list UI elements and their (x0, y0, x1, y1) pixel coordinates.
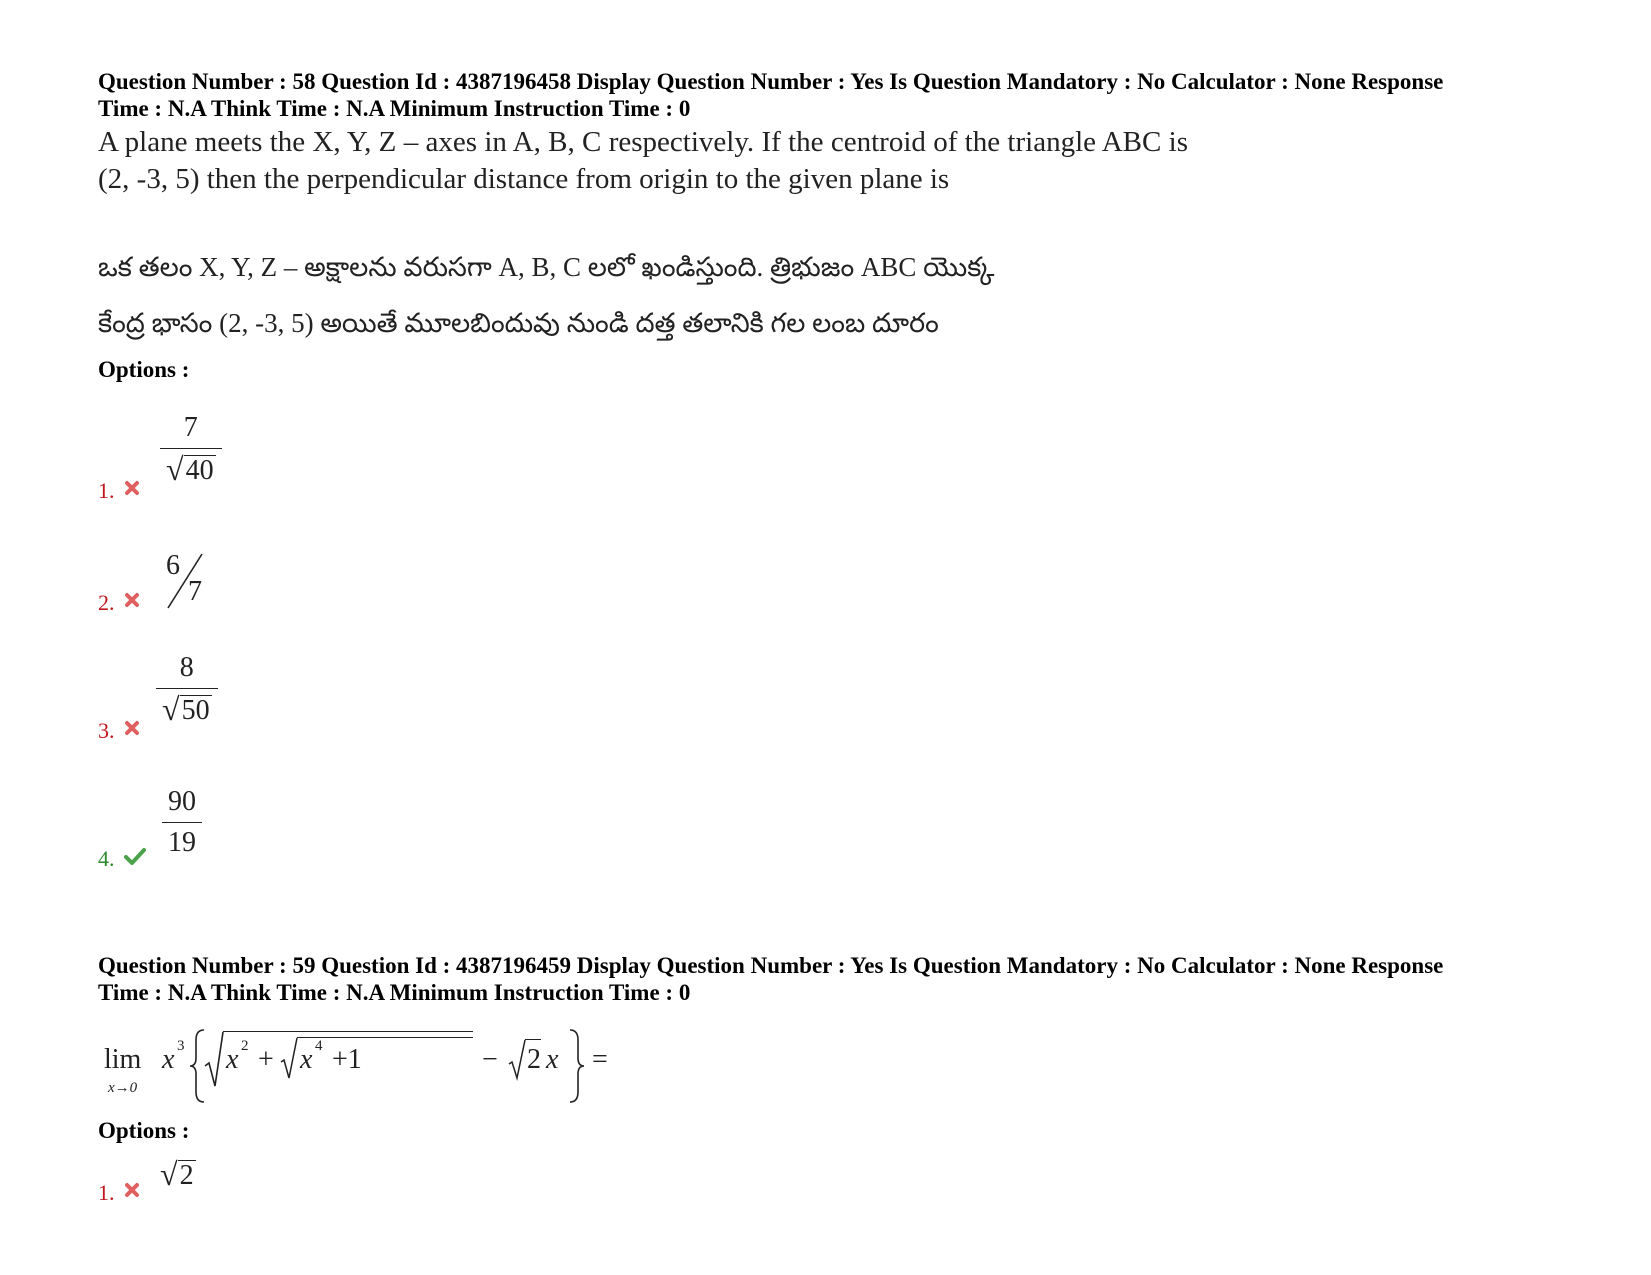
inner2-x: x (300, 1044, 313, 1075)
options-label: Options : (98, 1118, 190, 1143)
option-1-number: 1. (98, 478, 115, 503)
question-58-text-telugu-line-1: ఒక తలం X, Y, Z – అక్షాలను వరుసగా A, B, C లలో ఖండిస్తుంది. త్రిభుజం ABC యొక్క (98, 252, 995, 282)
cross-icon (124, 1182, 140, 1198)
trailing-x: x (546, 1044, 559, 1075)
plus-sign: + (258, 1044, 274, 1075)
sqrt-two-radical (508, 1038, 526, 1082)
inner2-exponent: 4 (315, 1038, 323, 1054)
options-label: Options : (98, 357, 190, 382)
x-base: x (162, 1044, 175, 1075)
inner-x-exponent: 2 (241, 1038, 249, 1054)
outer-radical (204, 1030, 224, 1090)
minus-sign: − (482, 1044, 498, 1075)
cross-icon (124, 592, 140, 608)
option-1-value: 7 √ 40 (160, 412, 222, 488)
lim-subscript: x→0 (108, 1080, 138, 1096)
equals-sign: = (592, 1044, 608, 1075)
meta-line-2: Time : N.A Think Time : N.A Minimum Instruction Time : 0 (98, 96, 691, 121)
meta-line-2: Time : N.A Think Time : N.A Minimum Instruction Time : 0 (98, 980, 691, 1005)
question-58-meta (98, 68, 1618, 122)
inner-radical (280, 1036, 298, 1082)
right-brace (566, 1028, 586, 1104)
check-icon (124, 848, 146, 866)
meta-line-1: Question Number : 59 Question Id : 4387196459 Display Question Number : Yes Is Question Mandatory : No Calculator : None Response (98, 953, 1444, 978)
option-1-number: 1. (98, 1180, 115, 1205)
question-59-meta (98, 952, 1618, 1006)
option-4-number: 4. (98, 846, 115, 871)
numerator: 6 (166, 550, 180, 581)
denominator: 7 (188, 576, 202, 607)
cross-icon (124, 720, 140, 736)
option-2-number: 2. (98, 590, 115, 615)
radicand: 40 (185, 454, 214, 486)
numerator: 8 (179, 652, 194, 683)
question-59-expression (100, 1024, 540, 1104)
radicand: 50 (181, 694, 210, 726)
option-1-value: √ 2 (160, 1156, 194, 1192)
inner-x: x (226, 1044, 239, 1075)
meta-line-1: Question Number : 58 Question Id : 4387196458 Display Question Number : Yes Is Question Mandatory : No Calculator : None Response (98, 69, 1444, 94)
question-58-text-english: A plane meets the X, Y, Z – axes in A, B, C respectively. If the centroid of the triangle ABC is (2, -3, 5) then the perpendicular distance from origin to the given plane is (98, 126, 1188, 195)
question-58-text-telugu-line-2: కేంద్ర భాసం (2, -3, 5) అయితే మూలబిందువు నుండి దత్త తలానికి గల లంబ దూరం (98, 308, 939, 338)
numerator: 90 (168, 786, 196, 817)
radicand: 2 (179, 1159, 194, 1191)
x-exponent: 3 (177, 1038, 185, 1054)
option-2-value (164, 550, 208, 610)
lim-operator: lim (104, 1044, 142, 1075)
option-3-number: 3. (98, 718, 115, 743)
radicand-2: 2 (527, 1044, 541, 1075)
option-3-value: 8 √ 50 (156, 652, 218, 728)
inner2-rest: +1 (332, 1044, 362, 1075)
numerator: 7 (183, 412, 198, 443)
option-4-value (162, 786, 202, 859)
cross-icon (124, 480, 140, 496)
denominator: 19 (162, 822, 202, 859)
